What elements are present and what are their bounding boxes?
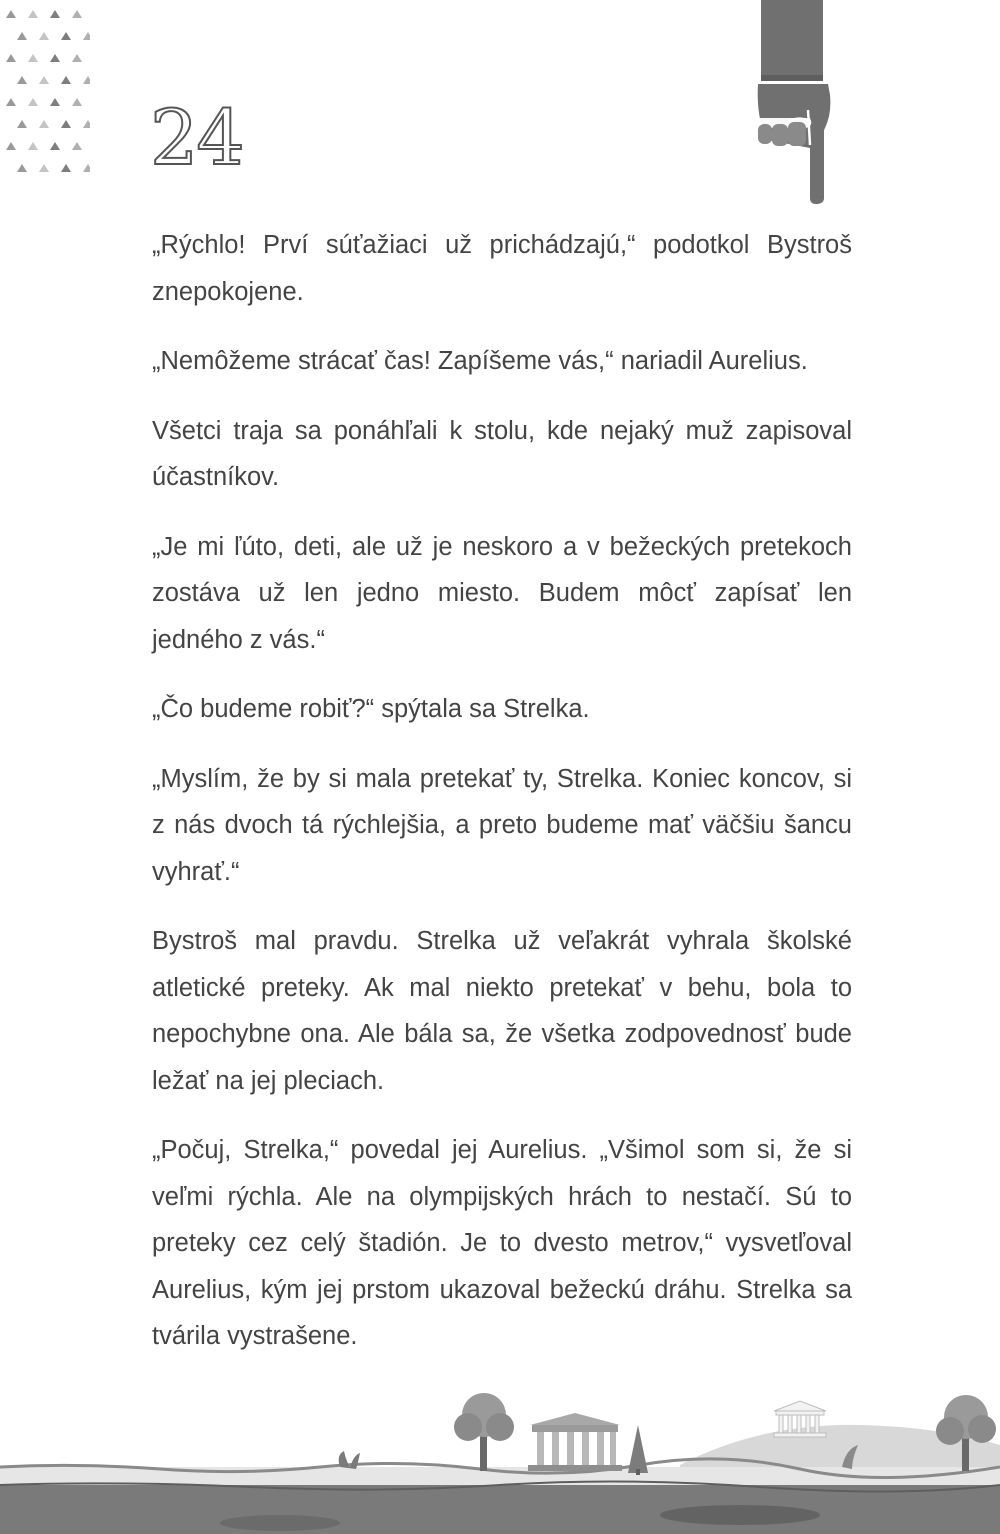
triangle-shape — [17, 32, 27, 40]
triangle-shape — [28, 10, 38, 18]
triangle-shape — [72, 54, 82, 62]
triangle-shape — [83, 164, 90, 172]
triangle-shape — [83, 32, 90, 40]
triangle-shape — [28, 54, 38, 62]
triangle-shape — [17, 164, 27, 172]
chapter-text — [152, 222, 852, 1383]
triangle-shape — [72, 10, 82, 18]
triangle-shape — [6, 54, 16, 62]
tree-icon — [454, 1393, 514, 1471]
paragraph: „Počuj, Strelka,“ povedal jej Aurelius. „Všimol som si, že si veľmi rýchla. Ale na olympijských hrách to nestačí. Sú to preteky cez celý štadión. Je to dvesto metrov,“ vysvetľoval Aurelius, kým jej prstom ukazoval bežeckú dráhu. Strelka sa tvárila vystrašene. — [152, 1136, 852, 1350]
paragraph: „Rýchlo! Prví súťažiaci už prichádzajú,“ podotkol Bystroš znepokojene. — [152, 231, 852, 306]
triangle-shape — [28, 142, 38, 150]
triangle-shape — [50, 142, 60, 150]
triangle-shape — [61, 164, 71, 172]
triangle-shape — [6, 98, 16, 106]
triangle-shape — [61, 76, 71, 84]
triangle-shape — [6, 10, 16, 18]
triangle-shape — [39, 164, 49, 172]
triangle-shape — [39, 32, 49, 40]
triangle-shape — [61, 120, 71, 128]
paragraph: „Je mi ľúto, deti, ale už je neskoro a v bežeckých pretekoch zostáva už len jedno miesto. Budem môcť zapísať len jedného z vás.“ — [152, 532, 852, 654]
greek-landscape-illustration — [0, 1385, 1000, 1534]
paragraph: Bystroš mal pravdu. Strelka už veľakrát vyhrala školské atletické preteky. Ak mal niekto pretekať v behu, bola to nepochybne ona. Ale bála sa, že všetka zodpovednosť bude ležať na jej pleciach. — [152, 927, 852, 1095]
triangle-shape — [50, 98, 60, 106]
triangle-pattern — [0, 0, 90, 185]
triangle-shape — [39, 76, 49, 84]
paragraph: „Čo budeme robiť?“ spýtala sa Strelka. — [152, 695, 590, 723]
triangle-shape — [83, 120, 90, 128]
temple-icon — [528, 1413, 622, 1471]
triangle-shape — [72, 142, 82, 150]
paragraph: „Myslím, že by si mala pretekať ty, Strelka. Koniec koncov, si z nás dvoch tá rýchlejšia, a preto budeme mať väčšiu šancu vyhrať.“ — [152, 764, 852, 886]
pointing-hand-icon — [748, 0, 838, 205]
triangle-shape — [17, 76, 27, 84]
paragraph: „Nemôžeme strácať čas! Zapíšeme vás,“ nariadil Aurelius. — [152, 347, 808, 375]
triangle-shape — [61, 32, 71, 40]
triangle-shape — [50, 10, 60, 18]
triangle-shape — [72, 98, 82, 106]
triangle-shape — [6, 142, 16, 150]
hill-temple-icon — [774, 1401, 826, 1437]
cypress-tree-icon — [628, 1425, 648, 1475]
triangle-shape — [83, 76, 90, 84]
chapter-number: 24 — [150, 93, 243, 182]
triangle-shape — [39, 120, 49, 128]
triangle-shape — [50, 54, 60, 62]
triangle-shape — [28, 98, 38, 106]
triangle-shape — [17, 120, 27, 128]
paragraph: Všetci traja sa ponáhľali k stolu, kde nejaký muž zapisoval účastníkov. — [152, 416, 852, 491]
plant-icon — [339, 1451, 360, 1469]
